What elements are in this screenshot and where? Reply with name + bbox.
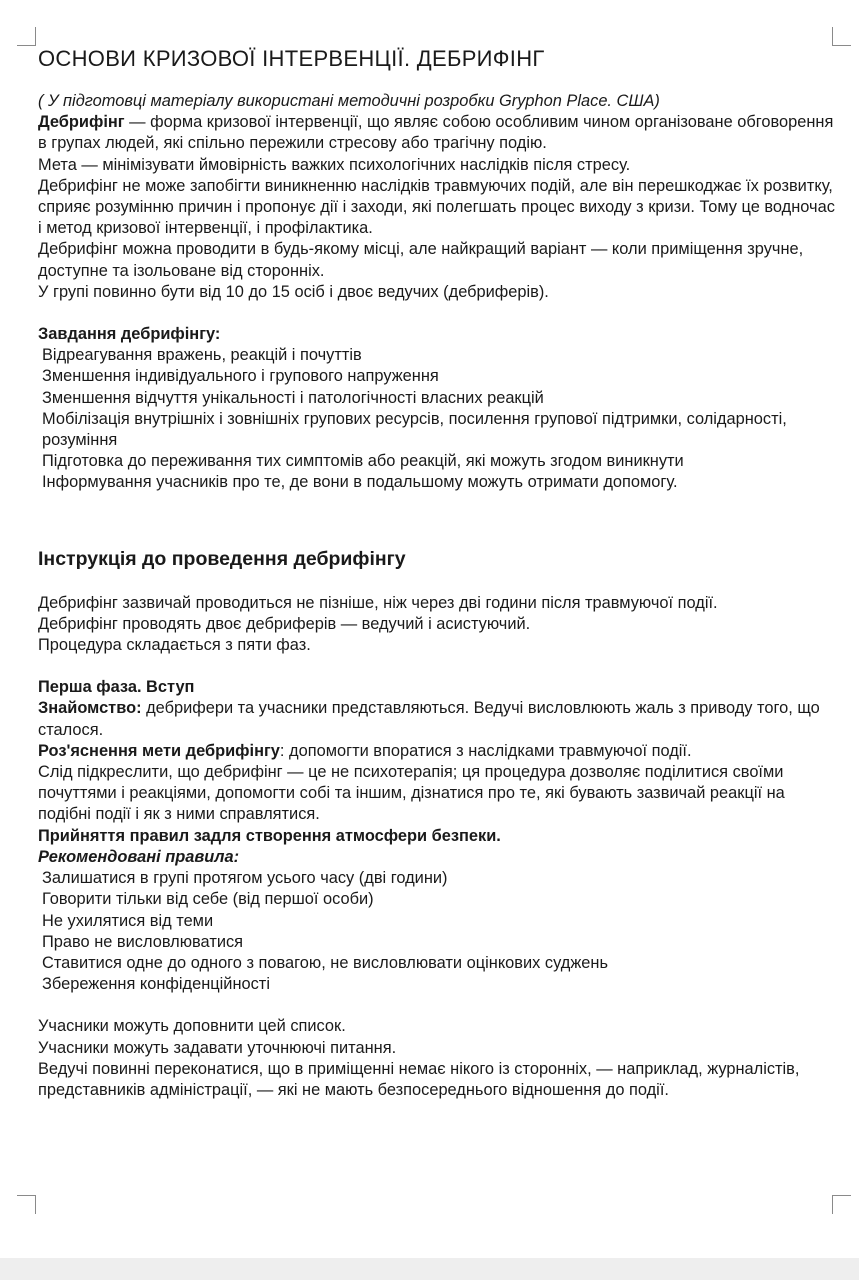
- document-title: ОСНОВИ КРИЗОВОЇ ІНТЕРВЕНЦІЇ. ДЕБРИФІНГ: [38, 46, 545, 71]
- instruction-line: Дебрифінг проводять двоє дебриферів — ведучий і асистуючий.: [38, 614, 531, 633]
- intro-place: Дебрифінг можна проводити в будь-якому місці, але найкращий варіант — коли приміщення зручне, доступне та ізольоване від сторонніх.: [38, 240, 804, 280]
- phase1-emphasis: Слід підкреслити, що дебрифінг — це не психотерапія; ця процедура дозволяє поділитися своїми почуттями і реакціями, допомогти собі та іншим, дізнатися про те, які бувають зазвичай реакції на подібні події і як з ними справлятися.: [38, 763, 785, 824]
- closing-line: Учасники можуть задавати уточнюючі питання.: [38, 1038, 397, 1057]
- crop-mark-bottom-left: [17, 1195, 36, 1214]
- tasks-heading: Завдання дебрифінгу:: [38, 325, 221, 344]
- list-item: Залишатися в групі протягом усього часу (дві години): [42, 869, 448, 888]
- phase1-rules-heading: Рекомендовані правила:: [38, 847, 240, 866]
- list-item: Не ухилятися від теми: [42, 911, 214, 930]
- closing-line: Ведучі повинні переконатися, що в приміщенні немає нікого із сторонніх, — наприклад, журналістів, представників адміністрації, — які не мають безпосереднього відношення до події.: [38, 1059, 800, 1099]
- crop-mark-top-left: [17, 27, 36, 46]
- closing-line: Учасники можуть доповнити цей список.: [38, 1017, 346, 1036]
- list-item: Право не висловлюватися: [42, 932, 244, 951]
- document-content: [38, 44, 838, 1101]
- crop-mark-bottom-right: [832, 1195, 851, 1214]
- intro-definition: Дебрифінг — форма кризової інтервенції, що являє собою особливим чином організоване обговорення в групах людей, які спільно пережили стресову або трагічну подію.: [38, 113, 834, 153]
- rules-list: [38, 868, 838, 995]
- instruction-line: Дебрифінг зазвичай проводиться не пізніше, ніж через дві години після травмуючої події.: [38, 593, 718, 612]
- phase1-goal: Роз'яснення мети дебрифінгу: допомогти впоратися з наслідками травмуючої події.: [38, 741, 692, 760]
- tasks-list: [38, 345, 838, 493]
- instruction-line: Процедура складається з пяти фаз.: [38, 636, 311, 655]
- phase1-acquaintance: Знайомство: дебрифери та учасники представляються. Ведучі висловлюють жаль з приводу того, що сталося.: [38, 699, 820, 739]
- list-item: Ставитися одне до одного з повагою, не висловлювати оцінкових суджень: [42, 953, 608, 972]
- list-item: Підготовка до переживання тих симптомів або реакцій, які можуть згодом виникнути: [42, 452, 684, 471]
- list-item: Зменшення відчуття унікальності і патологічності власних реакцій: [42, 388, 544, 407]
- intro-goal: Мета — мінімізувати ймовірність важких психологічних наслідків після стресу.: [38, 155, 631, 174]
- list-item: Говорити тільки від себе (від першої особи): [42, 890, 374, 909]
- phase1-rules-adoption: Прийняття правил задля створення атмосфери безпеки.: [38, 826, 501, 845]
- instruction-heading: Інструкція до проведення дебрифінгу: [38, 547, 406, 570]
- phase1-heading: Перша фаза. Вступ: [38, 678, 195, 697]
- list-item: Мобілізація внутрішніх і зовнішніх групових ресурсів, посилення групової підтримки, солідарності, розуміння: [42, 409, 787, 450]
- list-item: Відреагування вражень, реакцій і почуттів: [42, 346, 362, 365]
- term-debriefing: Дебрифінг: [38, 113, 125, 132]
- list-item: Інформування учасників про те, де вони в подальшому можуть отримати допомогу.: [42, 473, 678, 492]
- list-item: Збереження конфіденційності: [42, 975, 270, 994]
- page-bottom-strip: [0, 1258, 859, 1280]
- document-subtitle: ( У підготовці матеріалу використані методичні розробки Gryphon Place. США): [38, 92, 660, 110]
- intro-group: У групі повинно бути від 10 до 15 осіб і двоє ведучих (дебриферів).: [38, 282, 549, 301]
- intro-prevention: Дебрифінг не може запобігти виникненню наслідків травмуючих подій, але він перешкоджає їх розвитку, сприяє розумінню причин і пропонує дії і заходи, які полегшать процес виходу з кризи. Тому це водночас і метод кризової інтервенції, і профілактика.: [38, 176, 835, 238]
- list-item: Зменшення індивідуального і групового напруження: [42, 367, 439, 386]
